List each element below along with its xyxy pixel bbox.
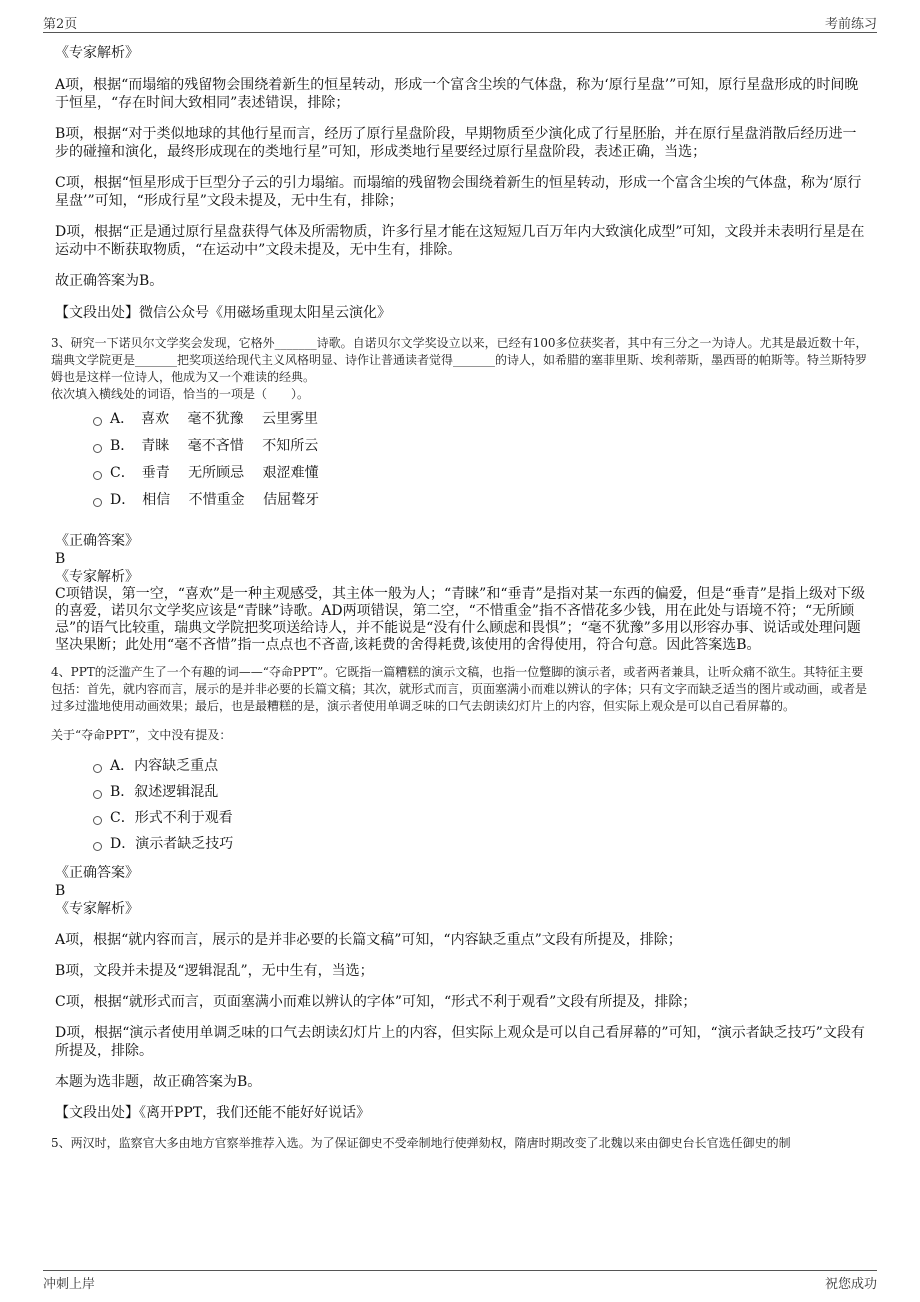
analysis-title: 《专家解析》 <box>55 569 139 585</box>
radio-icon[interactable] <box>93 417 102 426</box>
question-4-prompt: 关于“夺命PPT”，文中没有提及： <box>51 728 232 742</box>
option-d[interactable]: D．演示者缺乏技巧 <box>93 834 870 852</box>
footer-left-text: 冲刺上岸 <box>43 1276 96 1292</box>
answer-title: 《正确答案》 <box>55 533 139 549</box>
answer-line: 本题为选非题，故正确答案为B。 <box>55 1074 262 1090</box>
option-b[interactable]: B．叙述逻辑混乱 <box>93 782 870 800</box>
option-c[interactable]: C． 垂青 无所顾忌 艰涩难懂 <box>93 463 870 481</box>
analysis-text: C项错误，第一空，“喜欢”是一种主观感受，其主体一般为人；“青睐”和“垂青”是指对某一东西的偏爱，但是“垂青”是指上级对下级的喜爱，诺贝尔文学奖应该是“青睐”诗歌。AD两项错误，第二空，“不惜重金”指不吝惜花多少钱，用在此处与语境不符；“无所顾忌”的语气比较重，瑞典文学院把奖项送给诗人，并不能说是“没有什么顾虑和畏惧”；“毫不犹豫”多用以形容办事、说话或处理问题坚决果断；此处用“毫不吝惜”指一点点也不吝啬,该耗费的舍得耗费,该使用的舍得使用，符合句意。因此答案选B。 <box>55 586 865 653</box>
radio-icon[interactable] <box>93 498 102 507</box>
radio-icon[interactable] <box>93 764 102 773</box>
answer-title: 《正确答案》 <box>55 865 139 881</box>
source-line: 【文段出处】《离开PPT，我们还能不能好好说话》 <box>55 1105 371 1121</box>
radio-icon[interactable] <box>93 842 102 851</box>
option-a[interactable]: A． 喜欢 毫不犹豫 云里雾里 <box>93 409 870 427</box>
radio-icon[interactable] <box>93 471 102 480</box>
page-number: 第2页 <box>43 16 78 32</box>
radio-icon[interactable] <box>93 816 102 825</box>
answer-line: 故正确答案为B。 <box>55 273 164 289</box>
analysis-title: 《专家解析》 <box>55 901 139 917</box>
option-c[interactable]: C．形式不利于观看 <box>93 808 870 826</box>
analysis-option-a: A项，根据“就内容而言，展示的是并非必要的长篇文稿”可知，“内容缺乏重点”文段有所提及，排除； <box>55 932 682 948</box>
question-4-options <box>93 756 870 852</box>
radio-icon[interactable] <box>93 790 102 799</box>
answer-value: B <box>55 883 66 899</box>
analysis-option-c: C项，根据“恒星形成于巨型分子云的引力塌缩。而塌缩的残留物会围绕着新生的恒星转动，形成一个富含尘埃的气体盘，称为‘原行星盘’”可知，“形成行星”文段未提及，无中生有，排除； <box>55 175 862 209</box>
radio-icon[interactable] <box>93 444 102 453</box>
analysis-option-c: C项，根据“就形式而言，页面塞满小而难以辨认的字体”可知，“形式不利于观看”文段有所提及，排除； <box>55 994 697 1010</box>
question-4-stem: 4、PPT的泛滥产生了一个有趣的词——“夺命PPT”。它既指一篇糟糕的演示文稿，也指一位蹩脚的演示者，或者两者兼具，让听众痛不欲生。其特征主要包括：首先，就内容而言，展示的是并非必要的长篇文稿；其次，就形式而言，页面塞满小而难以辨认的字体；只有文字而缺乏适当的图片或动画，或者是过多过滥地使用动画效果；最后，也是最糟糕的是，演示者使用单调乏味的口气去朗读幻灯片上的内容，但实际上观众是可以自己看屏幕的。 <box>51 665 868 713</box>
analysis-option-a: A项，根据“而塌缩的残留物会围绕着新生的恒星转动，形成一个富含尘埃的气体盘，称为‘原行星盘’”可知，原行星盘形成的时间晚于恒星，“存在时间大致相同”表述错误，排除； <box>55 77 859 111</box>
question-5-stem: 5、两汉时，监察官大多由地方官察举推荐入选。为了保证御史不受牵制地行使弹劾权，隋唐时期改变了北魏以来由御史台长官选任御史的制 <box>51 1136 791 1150</box>
analysis-title: 《专家解析》 <box>55 45 139 61</box>
analysis-option-d: D项，根据“正是通过原行星盘获得气体及所需物质，许多行星才能在这短短几百万年内大致演化成型”可知，文段并未表明行星是在运动中不断获取物质，“在运动中”文段未提及，无中生有，排除。 <box>55 224 865 258</box>
document-body <box>51 44 870 1152</box>
answer-value: B <box>55 551 66 567</box>
question-3-options <box>93 409 870 508</box>
option-a[interactable]: A．内容缺乏重点 <box>93 756 870 774</box>
source-line: 【文段出处】微信公众号《用磁场重现太阳星云演化》 <box>55 305 391 321</box>
page-header <box>43 12 877 33</box>
option-b[interactable]: B． 青睐 毫不吝惜 不知所云 <box>93 436 870 454</box>
analysis-option-d: D项，根据“演示者使用单调乏味的口气去朗读幻灯片上的内容，但实际上观众是可以自己看屏幕的”可知，“演示者缺乏技巧”文段有所提及，排除。 <box>55 1025 865 1059</box>
footer-right-text: 祝您成功 <box>824 1276 877 1292</box>
analysis-option-b: B项，根据“对于类似地球的其他行星而言，经历了原行星盘阶段，早期物质至少演化成了行星胚胎，并在原行星盘消散后经历进一步的碰撞和演化，最终形成现在的类地行星”可知，形成类地行星要经过原行星盘阶段，表述正确，当选； <box>55 126 857 160</box>
page-footer <box>43 1270 877 1293</box>
option-d[interactable]: D． 相信 不惜重金 佶屈聱牙 <box>93 490 870 508</box>
question-3-prompt: 依次填入横线处的词语，恰当的一项是（ ）。 <box>51 387 310 401</box>
header-title: 考前练习 <box>824 16 877 32</box>
analysis-option-b: B项，文段并未提及“逻辑混乱”，无中生有，当选； <box>55 963 374 979</box>
question-3-stem: 3、研究一下诺贝尔文学奖会发现，它格外_______诗歌。自诺贝尔文学奖设立以来，已经有100多位获奖者，其中有三分之一为诗人。尤其是最近数十年，瑞典文学院更是_______把奖项送给现代主义风格明显、诗作让普通读者觉得_______的诗人，如希腊的塞菲里斯、埃利蒂斯，墨西哥的帕斯等。特兰斯特罗姆也是这样一位诗人，他成为又一个难读的经典。 <box>51 336 868 384</box>
